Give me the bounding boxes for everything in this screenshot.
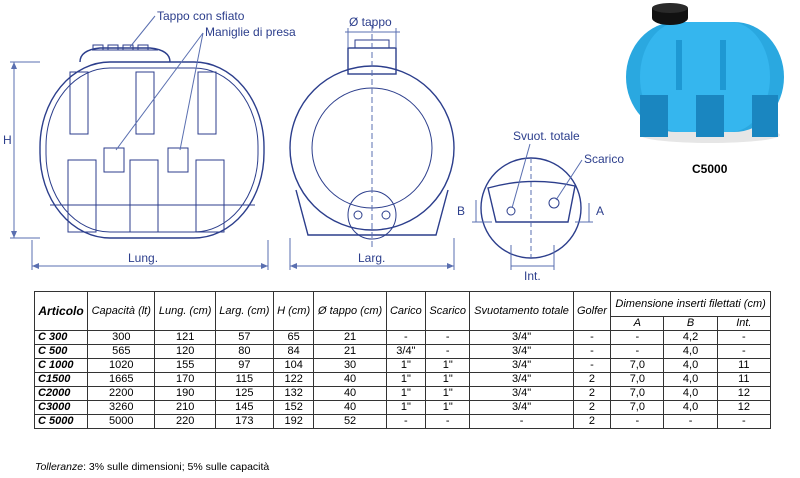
int-label: Int. bbox=[524, 269, 541, 283]
drain-total-label: Svuot. totale bbox=[513, 129, 580, 143]
cell-article: C 300 bbox=[35, 331, 88, 345]
dim-a-label: A bbox=[596, 204, 605, 218]
cell-capacity: 5000 bbox=[88, 415, 155, 429]
cell-discharge: 1" bbox=[426, 373, 470, 387]
cell-discharge: - bbox=[426, 415, 470, 429]
header-height: H (cm) bbox=[273, 292, 314, 331]
cell-drain: - bbox=[470, 415, 573, 429]
spec-table bbox=[34, 291, 771, 429]
cell-article: C1500 bbox=[35, 373, 88, 387]
cell-capacity: 565 bbox=[88, 345, 155, 359]
cell-drain: 3/4" bbox=[470, 331, 573, 345]
cell-load: 1" bbox=[386, 373, 425, 387]
tolerance-label: Tolleranze bbox=[35, 461, 84, 473]
cell-article: C3000 bbox=[35, 401, 88, 415]
cell-width: 173 bbox=[215, 415, 273, 429]
cell-int: 11 bbox=[717, 373, 770, 387]
cell-article: C 500 bbox=[35, 345, 88, 359]
outlet-detail bbox=[481, 158, 581, 258]
cell-width: 80 bbox=[215, 345, 273, 359]
cell-golfer: 2 bbox=[573, 387, 611, 401]
cell-length: 220 bbox=[155, 415, 215, 429]
cell-load: - bbox=[386, 331, 425, 345]
cell-load: 1" bbox=[386, 401, 425, 415]
cell-article: C 1000 bbox=[35, 359, 88, 373]
cell-golfer: 2 bbox=[573, 373, 611, 387]
cell-int: - bbox=[717, 415, 770, 429]
cell-int: - bbox=[717, 331, 770, 345]
cell-a: 7,0 bbox=[611, 373, 664, 387]
tolerance-text: : 3% sulle dimensioni; 5% sulle capacità bbox=[83, 461, 270, 473]
cell-drain: 3/4" bbox=[470, 345, 573, 359]
length-label: Lung. bbox=[128, 251, 159, 265]
cell-discharge: - bbox=[426, 331, 470, 345]
cell-a: 7,0 bbox=[611, 387, 664, 401]
cell-b: 4,0 bbox=[664, 373, 717, 387]
cell-length: 170 bbox=[155, 373, 215, 387]
cell-b: 4,0 bbox=[664, 359, 717, 373]
cell-int: 12 bbox=[717, 387, 770, 401]
cell-length: 155 bbox=[155, 359, 215, 373]
cell-a: 7,0 bbox=[611, 401, 664, 415]
discharge-label: Scarico bbox=[584, 152, 625, 166]
cell-width: 57 bbox=[215, 331, 273, 345]
cell-width: 145 bbox=[215, 401, 273, 415]
cell-width: 125 bbox=[215, 387, 273, 401]
cell-golfer: 2 bbox=[573, 415, 611, 429]
header-tap: Ø tappo (cm) bbox=[314, 292, 386, 331]
cell-b: 4,0 bbox=[664, 345, 717, 359]
cell-a: - bbox=[611, 345, 664, 359]
cell-height: 122 bbox=[273, 373, 314, 387]
header-discharge: Scarico bbox=[426, 292, 470, 331]
cell-length: 121 bbox=[155, 331, 215, 345]
front-view-tank bbox=[290, 25, 454, 250]
cell-b: 4,0 bbox=[664, 401, 717, 415]
cell-load: 3/4" bbox=[386, 345, 425, 359]
cell-capacity: 3260 bbox=[88, 401, 155, 415]
header-article: Articolo bbox=[35, 292, 88, 331]
cell-tap: 40 bbox=[314, 387, 386, 401]
cell-article: C2000 bbox=[35, 387, 88, 401]
handles-label: Maniglie di presa bbox=[205, 25, 296, 39]
cell-golfer: - bbox=[573, 331, 611, 345]
cell-load: - bbox=[386, 415, 425, 429]
cell-height: 65 bbox=[273, 331, 314, 345]
cell-tap: 21 bbox=[314, 345, 386, 359]
width-label: Larg. bbox=[358, 251, 386, 265]
cell-length: 120 bbox=[155, 345, 215, 359]
header-length: Lung. (cm) bbox=[155, 292, 215, 331]
cell-height: 132 bbox=[273, 387, 314, 401]
cell-b: 4,0 bbox=[664, 387, 717, 401]
cell-tap: 40 bbox=[314, 401, 386, 415]
table-row bbox=[35, 345, 771, 359]
cell-drain: 3/4" bbox=[470, 359, 573, 373]
cell-int: - bbox=[717, 345, 770, 359]
header-golfer: Golfer bbox=[573, 292, 611, 331]
cell-golfer: 2 bbox=[573, 401, 611, 415]
height-dimension bbox=[3, 62, 40, 238]
header-capacity: Capacità (lt) bbox=[88, 292, 155, 331]
cell-tap: 30 bbox=[314, 359, 386, 373]
cell-capacity: 1020 bbox=[88, 359, 155, 373]
height-label: H bbox=[3, 133, 12, 147]
header-b: B bbox=[664, 317, 717, 331]
cell-discharge: - bbox=[426, 345, 470, 359]
cell-tap: 40 bbox=[314, 373, 386, 387]
header-width: Larg. (cm) bbox=[215, 292, 273, 331]
dim-b-label: B bbox=[457, 204, 466, 218]
header-a: A bbox=[611, 317, 664, 331]
cell-a: 7,0 bbox=[611, 359, 664, 373]
photo-caption: C5000 bbox=[692, 162, 728, 176]
cell-article: C 5000 bbox=[35, 415, 88, 429]
cell-drain: 3/4" bbox=[470, 373, 573, 387]
cell-width: 115 bbox=[215, 373, 273, 387]
cap-label: Tappo con sfiato bbox=[157, 9, 245, 23]
cell-b: 4,2 bbox=[664, 331, 717, 345]
header-int: Int. bbox=[717, 317, 770, 331]
tolerance-note bbox=[35, 461, 269, 473]
cell-discharge: 1" bbox=[426, 359, 470, 373]
table-row bbox=[35, 373, 771, 387]
table-row bbox=[35, 331, 771, 345]
table-row bbox=[35, 359, 771, 373]
table-row bbox=[35, 387, 771, 401]
cell-capacity: 2200 bbox=[88, 387, 155, 401]
cell-discharge: 1" bbox=[426, 401, 470, 415]
cell-capacity: 300 bbox=[88, 331, 155, 345]
cell-height: 152 bbox=[273, 401, 314, 415]
cell-b: - bbox=[664, 415, 717, 429]
cell-a: - bbox=[611, 331, 664, 345]
cell-load: 1" bbox=[386, 359, 425, 373]
header-inserts: Dimensione inserti filettati (cm) bbox=[611, 292, 771, 317]
cell-drain: 3/4" bbox=[470, 401, 573, 415]
cell-golfer: - bbox=[573, 345, 611, 359]
header-drain: Svuotamento totale bbox=[470, 292, 573, 331]
cell-width: 97 bbox=[215, 359, 273, 373]
cell-height: 192 bbox=[273, 415, 314, 429]
cell-golfer: - bbox=[573, 359, 611, 373]
length-dimension bbox=[32, 240, 268, 270]
cell-height: 104 bbox=[273, 359, 314, 373]
cell-a: - bbox=[611, 415, 664, 429]
tap-diameter-label: Ø tappo bbox=[349, 15, 392, 29]
cell-length: 190 bbox=[155, 387, 215, 401]
cell-int: 12 bbox=[717, 401, 770, 415]
cell-discharge: 1" bbox=[426, 387, 470, 401]
table-row bbox=[35, 415, 771, 429]
table-row bbox=[35, 401, 771, 415]
header-load: Carico bbox=[386, 292, 425, 331]
side-view-tank bbox=[40, 45, 264, 238]
cell-int: 11 bbox=[717, 359, 770, 373]
cell-load: 1" bbox=[386, 387, 425, 401]
cell-length: 210 bbox=[155, 401, 215, 415]
cell-drain: 3/4" bbox=[470, 387, 573, 401]
cell-height: 84 bbox=[273, 345, 314, 359]
cell-tap: 21 bbox=[314, 331, 386, 345]
cell-tap: 52 bbox=[314, 415, 386, 429]
product-photo bbox=[626, 3, 784, 143]
cell-capacity: 1665 bbox=[88, 373, 155, 387]
